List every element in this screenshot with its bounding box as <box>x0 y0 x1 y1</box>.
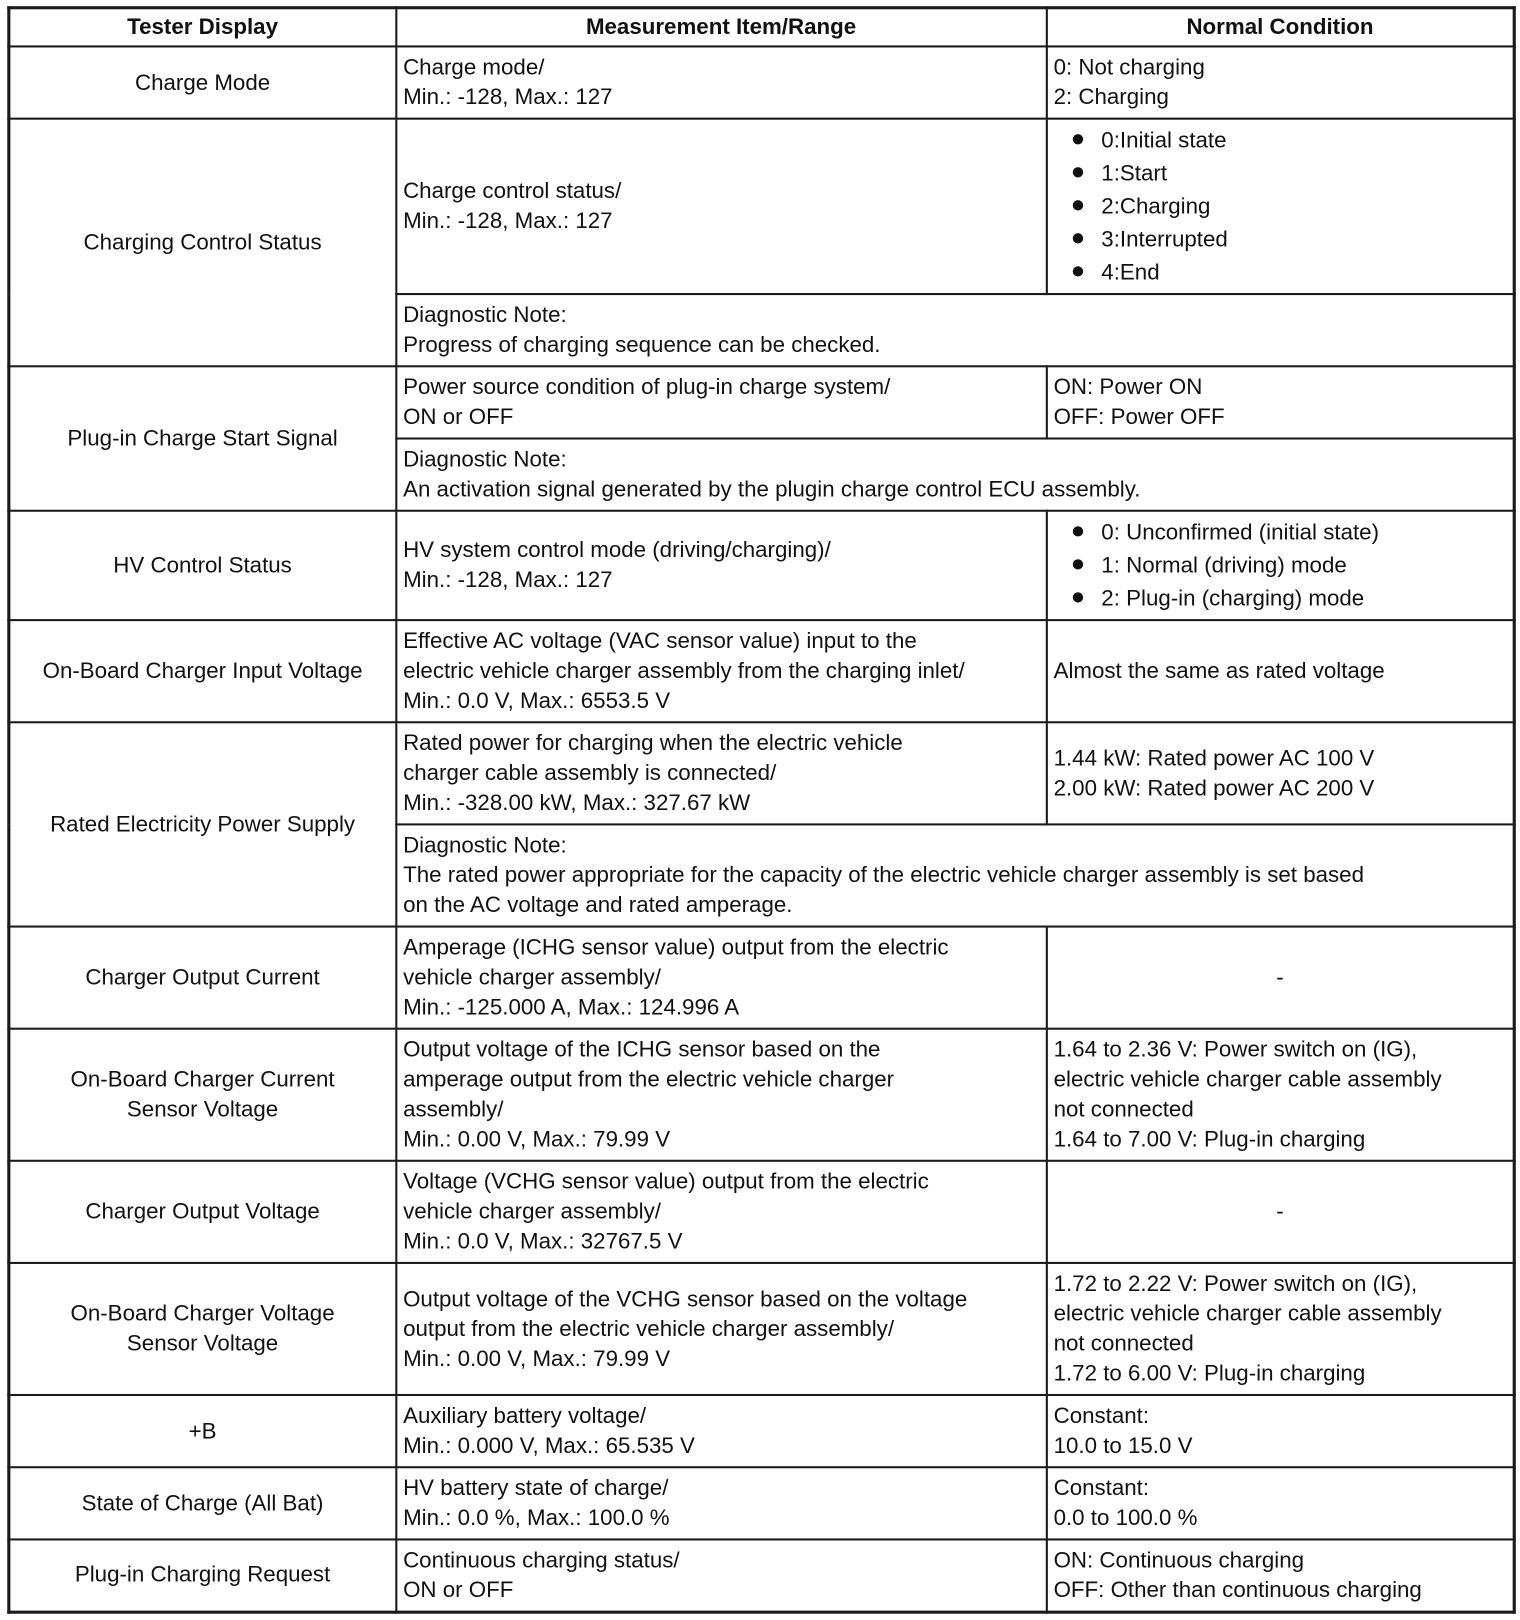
bullet-icon <box>1072 201 1082 211</box>
table-row <box>9 1539 1514 1611</box>
measurement-item-cell: Charge control status/ Min.: -128, Max.: 127 <box>396 119 1047 294</box>
normal-condition-cell: Constant: 0.0 to 100.0 % <box>1046 1467 1514 1539</box>
list-item: 2: Plug-in (charging) mode <box>1072 582 1506 615</box>
header-tester-display: Tester Display <box>9 8 396 47</box>
normal-condition-cell: - <box>1046 927 1514 1029</box>
list-item: 4:End <box>1072 256 1506 289</box>
tester-display-cell: Plug-in Charging Request <box>9 1539 396 1611</box>
normal-condition-cell: 1.64 to 2.36 V: Power switch on (IG), electric vehicle charger cable assembly not connected 1.64 to 7.00 V: Plug-in charging <box>1046 1029 1514 1161</box>
table-row <box>9 927 1514 1029</box>
list-item: 3:Interrupted <box>1072 223 1506 256</box>
tester-display-cell: State of Charge (All Bat) <box>9 1467 396 1539</box>
table-row <box>9 46 1514 118</box>
tester-display-cell: Rated Electricity Power Supply <box>9 722 396 926</box>
bullet-icon <box>1072 267 1082 277</box>
normal-condition-cell: 1.72 to 2.22 V: Power switch on (IG), electric vehicle charger cable assembly not connected 1.72 to 6.00 V: Plug-in charging <box>1046 1263 1514 1395</box>
tester-display-cell: +B <box>9 1395 396 1467</box>
diagnostic-note-cell: Diagnostic Note: Progress of charging sequence can be checked. <box>396 294 1514 366</box>
normal-condition-cell: 1.44 kW: Rated power AC 100 V 2.00 kW: Rated power AC 200 V <box>1046 722 1514 824</box>
measurement-item-cell: Charge mode/ Min.: -128, Max.: 127 <box>396 46 1047 118</box>
table-row <box>9 1029 1514 1161</box>
measurement-item-cell: Auxiliary battery voltage/ Min.: 0.000 V, Max.: 65.535 V <box>396 1395 1047 1467</box>
list-item: 1: Normal (driving) mode <box>1072 549 1506 582</box>
normal-condition-cell <box>1046 119 1514 294</box>
list-item: 0: Unconfirmed (initial state) <box>1072 516 1506 549</box>
bullet-icon <box>1072 560 1082 570</box>
table-row <box>9 1263 1514 1395</box>
list-item: 0:Initial state <box>1072 124 1506 157</box>
tester-display-cell: Charge Mode <box>9 46 396 118</box>
tester-display-cell: On-Board Charger Current Sensor Voltage <box>9 1029 396 1161</box>
table-row <box>9 119 1514 294</box>
diagnostic-note-cell: Diagnostic Note: An activation signal generated by the plugin charge control ECU assembly. <box>396 439 1514 511</box>
tester-data-table <box>7 6 1516 1613</box>
diagnostic-note-cell: Diagnostic Note: The rated power appropriate for the capacity of the electric vehicle charger assembly is set based on the AC voltage and rated amperage. <box>396 824 1514 926</box>
table-row <box>9 1161 1514 1263</box>
bullet-list <box>1054 124 1507 289</box>
tester-display-cell: Plug-in Charge Start Signal <box>9 366 396 510</box>
measurement-item-cell: Amperage (ICHG sensor value) output from the electric vehicle charger assembly/ Min.: -125.000 A, Max.: 124.996 A <box>396 927 1047 1029</box>
measurement-item-cell: Output voltage of the VCHG sensor based on the voltage output from the electric vehicle charger assembly/ Min.: 0.00 V, Max.: 79.99 V <box>396 1263 1047 1395</box>
list-item: 2:Charging <box>1072 190 1506 223</box>
bullet-list <box>1054 516 1507 615</box>
header-normal-condition: Normal Condition <box>1046 8 1514 47</box>
measurement-item-cell: Rated power for charging when the electric vehicle charger cable assembly is connected/ Min.: -328.00 kW, Max.: 327.67 kW <box>396 722 1047 824</box>
table-row <box>9 366 1514 438</box>
normal-condition-cell: Constant: 10.0 to 15.0 V <box>1046 1395 1514 1467</box>
measurement-item-cell: Continuous charging status/ ON or OFF <box>396 1539 1047 1611</box>
bullet-icon <box>1072 593 1082 603</box>
normal-condition-cell: 0: Not charging 2: Charging <box>1046 46 1514 118</box>
tester-display-cell: Charging Control Status <box>9 119 396 367</box>
tester-display-cell: HV Control Status <box>9 511 396 620</box>
measurement-item-cell: HV system control mode (driving/charging)/ Min.: -128, Max.: 127 <box>396 511 1047 620</box>
bullet-icon <box>1072 134 1082 144</box>
tester-display-cell: Charger Output Voltage <box>9 1161 396 1263</box>
table-row <box>9 722 1514 824</box>
normal-condition-cell: Almost the same as rated voltage <box>1046 620 1514 722</box>
measurement-item-cell: Effective AC voltage (VAC sensor value) input to the electric vehicle charger assembly from the charging inlet/ Min.: 0.0 V, Max.: 6553.5 V <box>396 620 1047 722</box>
normal-condition-cell: ON: Power ON OFF: Power OFF <box>1046 366 1514 438</box>
list-item: 1:Start <box>1072 157 1506 190</box>
header-measurement-item: Measurement Item/Range <box>396 8 1047 47</box>
measurement-item-cell: Power source condition of plug-in charge system/ ON or OFF <box>396 366 1047 438</box>
tester-display-cell: On-Board Charger Voltage Sensor Voltage <box>9 1263 396 1395</box>
tester-display-cell: Charger Output Current <box>9 927 396 1029</box>
normal-condition-cell <box>1046 511 1514 620</box>
tester-display-cell: On-Board Charger Input Voltage <box>9 620 396 722</box>
bullet-icon <box>1072 234 1082 244</box>
table-row <box>9 1395 1514 1467</box>
table-row <box>9 620 1514 722</box>
table-row <box>9 1467 1514 1539</box>
bullet-icon <box>1072 527 1082 537</box>
normal-condition-cell: - <box>1046 1161 1514 1263</box>
bullet-icon <box>1072 167 1082 177</box>
normal-condition-cell: ON: Continuous charging OFF: Other than continuous charging <box>1046 1539 1514 1611</box>
table-header-row <box>9 8 1514 47</box>
measurement-item-cell: Voltage (VCHG sensor value) output from the electric vehicle charger assembly/ Min.: 0.0 V, Max.: 32767.5 V <box>396 1161 1047 1263</box>
measurement-item-cell: HV battery state of charge/ Min.: 0.0 %, Max.: 100.0 % <box>396 1467 1047 1539</box>
measurement-item-cell: Output voltage of the ICHG sensor based on the amperage output from the electric vehicle charger assembly/ Min.: 0.00 V, Max.: 79.99 V <box>396 1029 1047 1161</box>
table-row <box>9 511 1514 620</box>
